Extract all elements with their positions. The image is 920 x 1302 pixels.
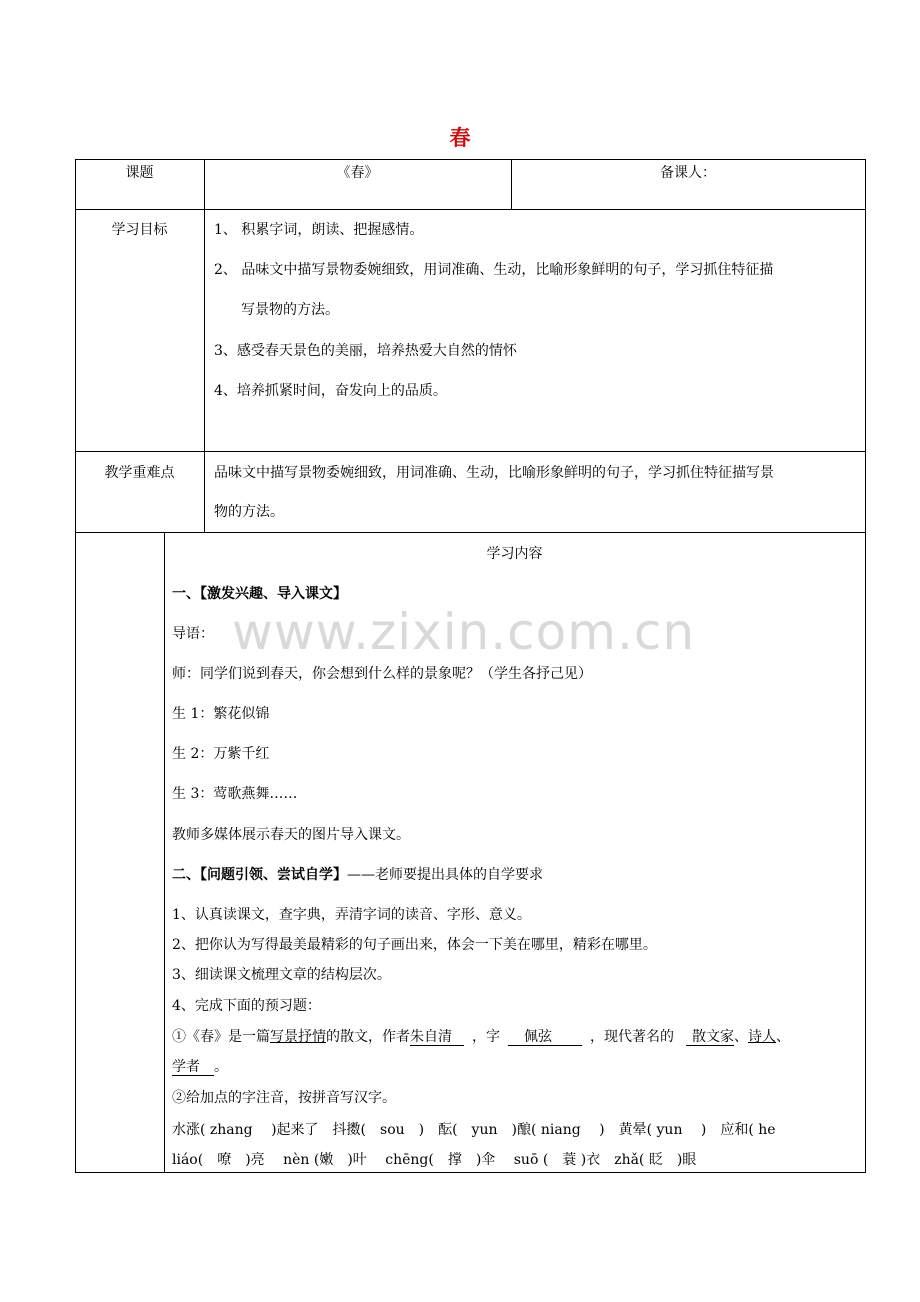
- pinyin-row: 水涨( zhang )起来了 抖擞( sou ) 酝( yun )酿( niang ) 黄晕( yun ) 应和( he: [172, 1122, 776, 1138]
- document-title: 春: [449, 125, 471, 150]
- task-item: 4、完成下面的预习题：: [172, 998, 321, 1014]
- intro-label: 导语：: [172, 626, 214, 642]
- section-heading: 二、【问题引领、尝试自学】——老师要提出具体的自学要求: [172, 867, 543, 883]
- topic-value: 《春》: [336, 165, 379, 181]
- topic-label: 课题: [125, 165, 154, 181]
- objective-item: 写景物的方法。: [241, 302, 339, 318]
- fill-blank-question: ①《春》是一篇写景抒情的散文，作者朱自清 ，字 佩弦 ，现代著名的 散文家、诗人、: [172, 1029, 790, 1045]
- fill-blank-question-cont: 学者 。: [172, 1059, 228, 1075]
- task-item: 2、把你认为写得最美最精彩的句子画出来，体会一下美在哪里，精彩在哪里。: [172, 937, 657, 953]
- objectives-label: 学习目标: [111, 222, 168, 238]
- pinyin-row: liáo( 嘹 )亮 nèn (嫩 )叶 chēng( 撑 )伞 suō ( 蓑 )衣 zhǎ( 眨 )眼: [172, 1152, 697, 1168]
- student-answer: 生 2：万紫千红: [172, 746, 270, 762]
- section-heading: 一、【激发兴趣、导入课文】: [172, 586, 347, 602]
- objective-item: 4、培养抓紧时间，奋发向上的品质。: [214, 383, 447, 399]
- objective-item: 3、感受春天景色的美丽，培养热爱大自然的情怀: [214, 343, 517, 359]
- key-points-text: 物的方法。: [214, 504, 284, 520]
- student-answer: 生 3：莺歌燕舞……: [172, 786, 298, 802]
- key-points-text: 品味文中描写景物委婉细致，用词准确、生动，比喻形象鲜明的句子，学习抓住特征描写景: [214, 465, 774, 481]
- watermark: www.zixin.com.cn: [232, 603, 696, 661]
- pinyin-instruction: ②给加点的字注音，按拼音写汉字。: [172, 1090, 396, 1106]
- objective-item: 1、 积累字词，朗读、把握感情。: [214, 222, 424, 238]
- student-answer: 生 1：繁花似锦: [172, 706, 270, 722]
- objective-item: 2、 品味文中描写景物委婉细致，用词准确、生动，比喻形象鲜明的句子，学习抓住特征描: [214, 262, 774, 278]
- task-item: 3、细读课文梳理文章的结构层次。: [172, 967, 391, 983]
- content-heading: 学习内容: [486, 546, 543, 562]
- preparer-label: 备课人：: [660, 165, 716, 181]
- key-points-label: 教学重难点: [104, 465, 175, 481]
- teacher-question: 师：同学们说到春天，你会想到什么样的景象呢？（学生各抒己见）: [172, 666, 592, 682]
- task-item: 1、认真读课文，查字典，弄清字词的读音、字形、意义。: [172, 907, 531, 923]
- teacher-show: 教师多媒体展示春天的图片导入课文。: [172, 827, 410, 843]
